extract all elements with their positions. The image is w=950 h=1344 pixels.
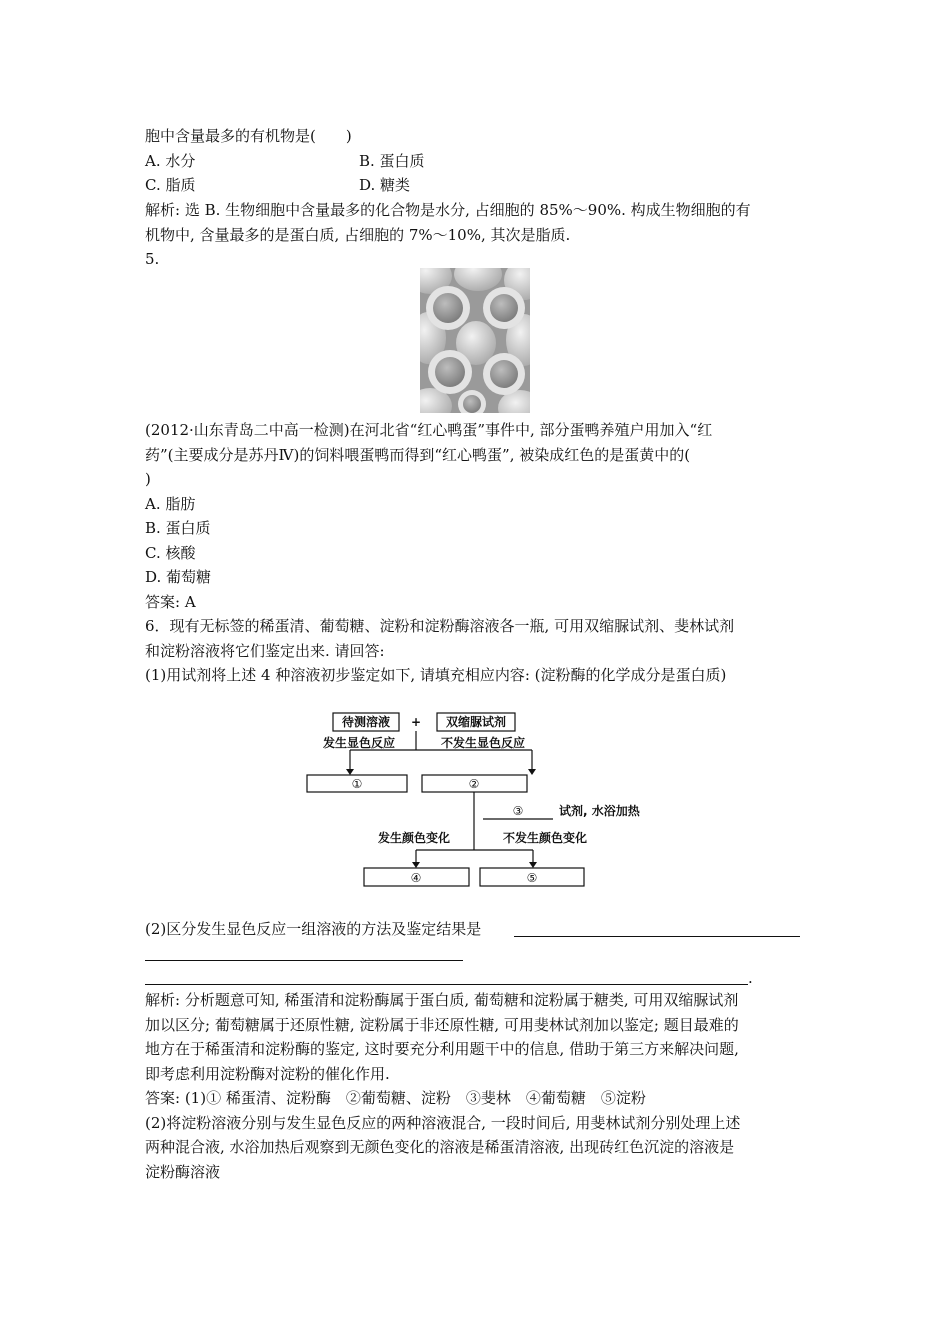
- q5-option-d: D. 葡萄糖: [145, 568, 212, 586]
- q4-option-b: B. 蛋白质: [359, 152, 425, 170]
- q5-option-b: B. 蛋白质: [145, 519, 211, 537]
- q6-analysis-line-4: 即考虑利用淀粉酶对淀粉的催化作用.: [145, 1065, 390, 1083]
- blank-5-label: ⑤: [526, 871, 538, 885]
- question-5-number: 5.: [145, 250, 160, 268]
- answer-blank-line-2: [145, 960, 463, 961]
- q5-answer: 答案: A: [145, 593, 196, 611]
- q4-analysis-line-2: 机物中, 含量最多的是蛋白质, 占细胞的 7%～10%, 其次是脂质.: [145, 226, 571, 244]
- identification-flow-diagram: [300, 705, 650, 895]
- q4-option-a: A. 水分: [145, 152, 196, 170]
- q6-answer-line-2: (2)将淀粉溶液分别与发生显色反应的两种溶液混合, 一段时间后, 用斐林试剂分别处理上述: [145, 1114, 741, 1132]
- q6-stem-line-1: 6．现有无标签的稀蛋清、葡萄糖、淀粉和淀粉酶溶液各一瓶, 可用双缩脲试剂、斐林试剂: [145, 617, 735, 635]
- biuret-reagent-label: 双缩脲试剂: [445, 715, 507, 729]
- blank-1-label: ①: [351, 777, 363, 791]
- q6-analysis-line-2: 加以区分; 葡萄糖属于还原性糖, 淀粉属于非还原性糖, 可用斐林试剂加以鉴定; 题目最难的: [145, 1016, 739, 1034]
- q6-answer-line-3: 两种混合液, 水浴加热后观察到无颜色变化的溶液是稀蛋清溶液, 出现砖红色沉淀的溶液是: [145, 1138, 735, 1156]
- branch-color-reaction: 发生显色反应: [322, 736, 396, 750]
- q6-answer-line-1: 答案: (1)① 稀蛋清、淀粉酶 ②葡萄糖、淀粉 ③斐林 ④葡萄糖 ⑤淀粉: [145, 1089, 646, 1107]
- branch-no-color-reaction: 不发生显色反应: [440, 736, 526, 750]
- blank-2-label: ②: [468, 777, 480, 791]
- answer-blank-line-1: [514, 936, 800, 937]
- q5-option-c: C. 核酸: [145, 544, 196, 562]
- blank-period: .: [748, 969, 753, 987]
- q6-stem-line-2: 和淀粉溶液将它们鉴定出来. 请回答:: [145, 642, 385, 660]
- q6-part-1: (1)用试剂将上述 4 种溶液初步鉴定如下, 请填充相应内容: (淀粉酶的化学成分是蛋白质): [145, 666, 727, 684]
- salted-duck-eggs-photo: [420, 268, 530, 413]
- plus-sign: +: [410, 715, 422, 729]
- q6-part-2: (2)区分发生显色反应一组溶液的方法及鉴定结果是: [145, 920, 482, 938]
- q6-analysis-line-3: 地方在于稀蛋清和淀粉酶的鉴定, 这时要充分利用题干中的信息, 借助于第三方来解决问题,: [145, 1040, 739, 1058]
- q5-option-a: A. 脂肪: [145, 495, 196, 513]
- q4-analysis-line-1: 解析: 选 B. 生物细胞中含量最多的化合物是水分, 占细胞的 85%～90%. 构成生物细胞的有: [145, 201, 751, 219]
- q6-analysis-line-1: 解析: 分析题意可知, 稀蛋清和淀粉酶属于蛋白质, 葡萄糖和淀粉属于糖类, 可用双缩脲试剂: [145, 991, 739, 1009]
- blank-3-label: ③: [512, 804, 524, 818]
- answer-blank-line-3: [145, 984, 748, 985]
- test-solution-label: 待测溶液: [341, 715, 391, 729]
- heating-step-label: 试剂, 水浴加热: [559, 804, 640, 818]
- q5-stem-line-3: ): [145, 470, 151, 488]
- branch-color-change: 发生颜色变化: [377, 831, 451, 845]
- q4-option-d: D. 糖类: [359, 176, 411, 194]
- branch-no-color-change: 不发生颜色变化: [502, 831, 588, 845]
- q4-option-c: C. 脂质: [145, 176, 196, 194]
- q6-answer-line-4: 淀粉酶溶液: [145, 1163, 221, 1181]
- q5-stem-line-2: 药”(主要成分是苏丹Ⅳ)的饲料喂蛋鸭而得到“红心鸭蛋”, 被染成红色的是蛋黄中的(: [145, 446, 691, 464]
- q5-stem-line-1: (2012·山东青岛二中高一检测)在河北省“红心鸭蛋”事件中, 部分蛋鸭养殖户用加入“红: [145, 421, 713, 439]
- question-4-stem: 胞中含量最多的有机物是( ): [145, 127, 352, 145]
- blank-4-label: ④: [410, 871, 422, 885]
